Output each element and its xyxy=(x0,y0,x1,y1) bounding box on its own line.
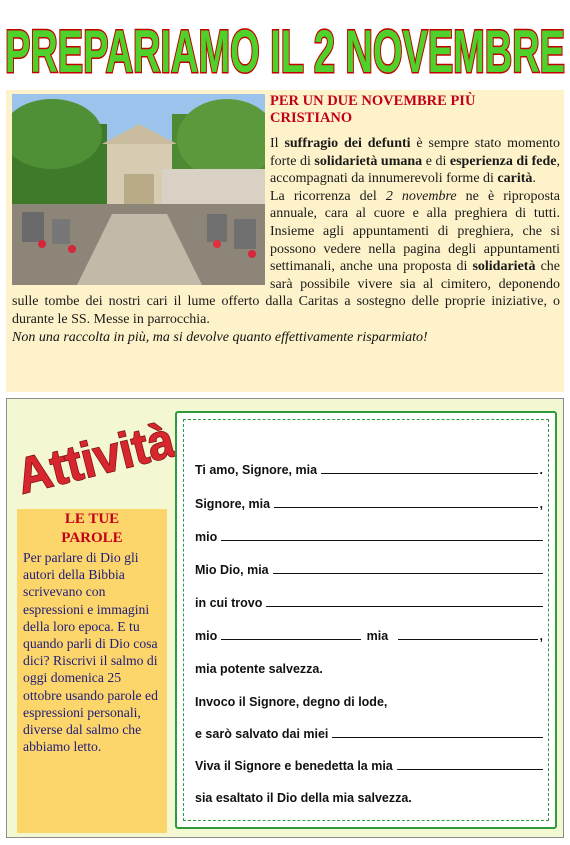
psalm-line-text: mio xyxy=(195,629,218,643)
psalm-line-text: Invoco il Signore, degno di lode, xyxy=(195,695,388,709)
psalm-line xyxy=(195,590,543,610)
banner-title: PREPARIAMO IL 2 NOVEMBRE xyxy=(5,18,565,85)
psalm-line-punctuation: . xyxy=(539,463,543,477)
fill-in-blank[interactable] xyxy=(332,737,543,738)
article-title: PER UN DUE NOVEMBRE PIÙ CRISTIANO xyxy=(270,93,476,126)
fill-in-blank[interactable] xyxy=(273,573,543,574)
article-box xyxy=(6,90,564,392)
psalm-line-text: in cui trovo xyxy=(195,596,263,610)
psalm-sheet xyxy=(175,411,557,829)
activity-title-text: Attività xyxy=(11,409,181,505)
psalm-line xyxy=(195,785,543,805)
psalm-line xyxy=(195,656,543,676)
psalm-line-punctuation: , xyxy=(539,629,544,643)
psalm-line xyxy=(195,623,543,643)
article-closing: Non una raccolta in più, ma si devolve quanto effettivamente risparmiato! xyxy=(12,329,428,345)
psalm-line-text: Signore, mia xyxy=(195,497,271,511)
fill-in-blank[interactable] xyxy=(266,606,543,607)
psalm-line xyxy=(195,753,543,773)
fill-in-blank[interactable] xyxy=(398,639,537,640)
words-title-2: PAROLE xyxy=(61,530,123,546)
psalm-line-text: e sarò salvato dai miei xyxy=(195,727,329,741)
fill-in-blank[interactable] xyxy=(221,540,543,541)
psalm-line xyxy=(195,524,543,544)
psalm-line-text: Ti amo, Signore, mia xyxy=(195,463,318,477)
psalm-line-text: Viva il Signore e benedetta la mia xyxy=(195,759,393,773)
psalm-line xyxy=(195,557,543,577)
activity-title xyxy=(11,405,181,505)
article-paragraph-2: La ricorrenza del 2 novembre ne è riproposta annuale, cara al cuore e alla preghiera di tutti. Insieme agli appuntamenti di preghiera, che si possono vedere nella pagina degli appuntamenti settimanali, anche una proposta di solidarietà che sarà possibile vivere sia al cimitero, deponendo sulle tombe dei nostri cari il lume offerto dalla Caritas a sostegno delle proprie iniziative, o durante le SS. Messe in parrocchia. xyxy=(12,188,561,327)
psalm-line-punctuation: , xyxy=(539,497,543,511)
psalm-line xyxy=(195,491,543,511)
psalm-line-text: mia potente salvezza. xyxy=(195,662,323,676)
activity-section xyxy=(6,398,564,838)
article-body xyxy=(12,135,560,346)
psalm-line-text: mio xyxy=(195,530,218,544)
fill-in-blank[interactable] xyxy=(397,769,543,770)
psalm-line-text: Mio Dio, mia xyxy=(195,563,269,577)
words-title-1: LE TUE xyxy=(64,511,120,527)
psalm-line xyxy=(195,689,543,709)
fill-in-blank[interactable] xyxy=(321,473,537,474)
fill-in-blank[interactable] xyxy=(274,507,537,508)
psalm-line xyxy=(195,457,543,477)
fill-in-blank[interactable] xyxy=(221,639,360,640)
banner-title-graphic xyxy=(0,0,570,88)
psalm-line-text: mia xyxy=(366,629,389,643)
words-box xyxy=(17,509,167,833)
words-text: Per parlare di Dio gli autori della Bibbia scrivevano con espressioni e immagini della loro epoca. E tu quando parli di Dio cosa dici? Riscrivi il salmo di oggi domenica 25 ottobre usando parole ed espressioni personali, diverse dal salmo che abbiamo letto. xyxy=(23,550,158,755)
psalm-line-text: sia esaltato il Dio della mia salvezza. xyxy=(195,791,412,805)
page-banner xyxy=(0,0,570,88)
psalm-line xyxy=(195,721,543,741)
article-paragraph-1: Il suffragio dei defunti è sempre stato momento forte di solidarietà umana e di esperienza di fede, accompagnati da innumerevoli forme di carità. xyxy=(270,136,560,187)
